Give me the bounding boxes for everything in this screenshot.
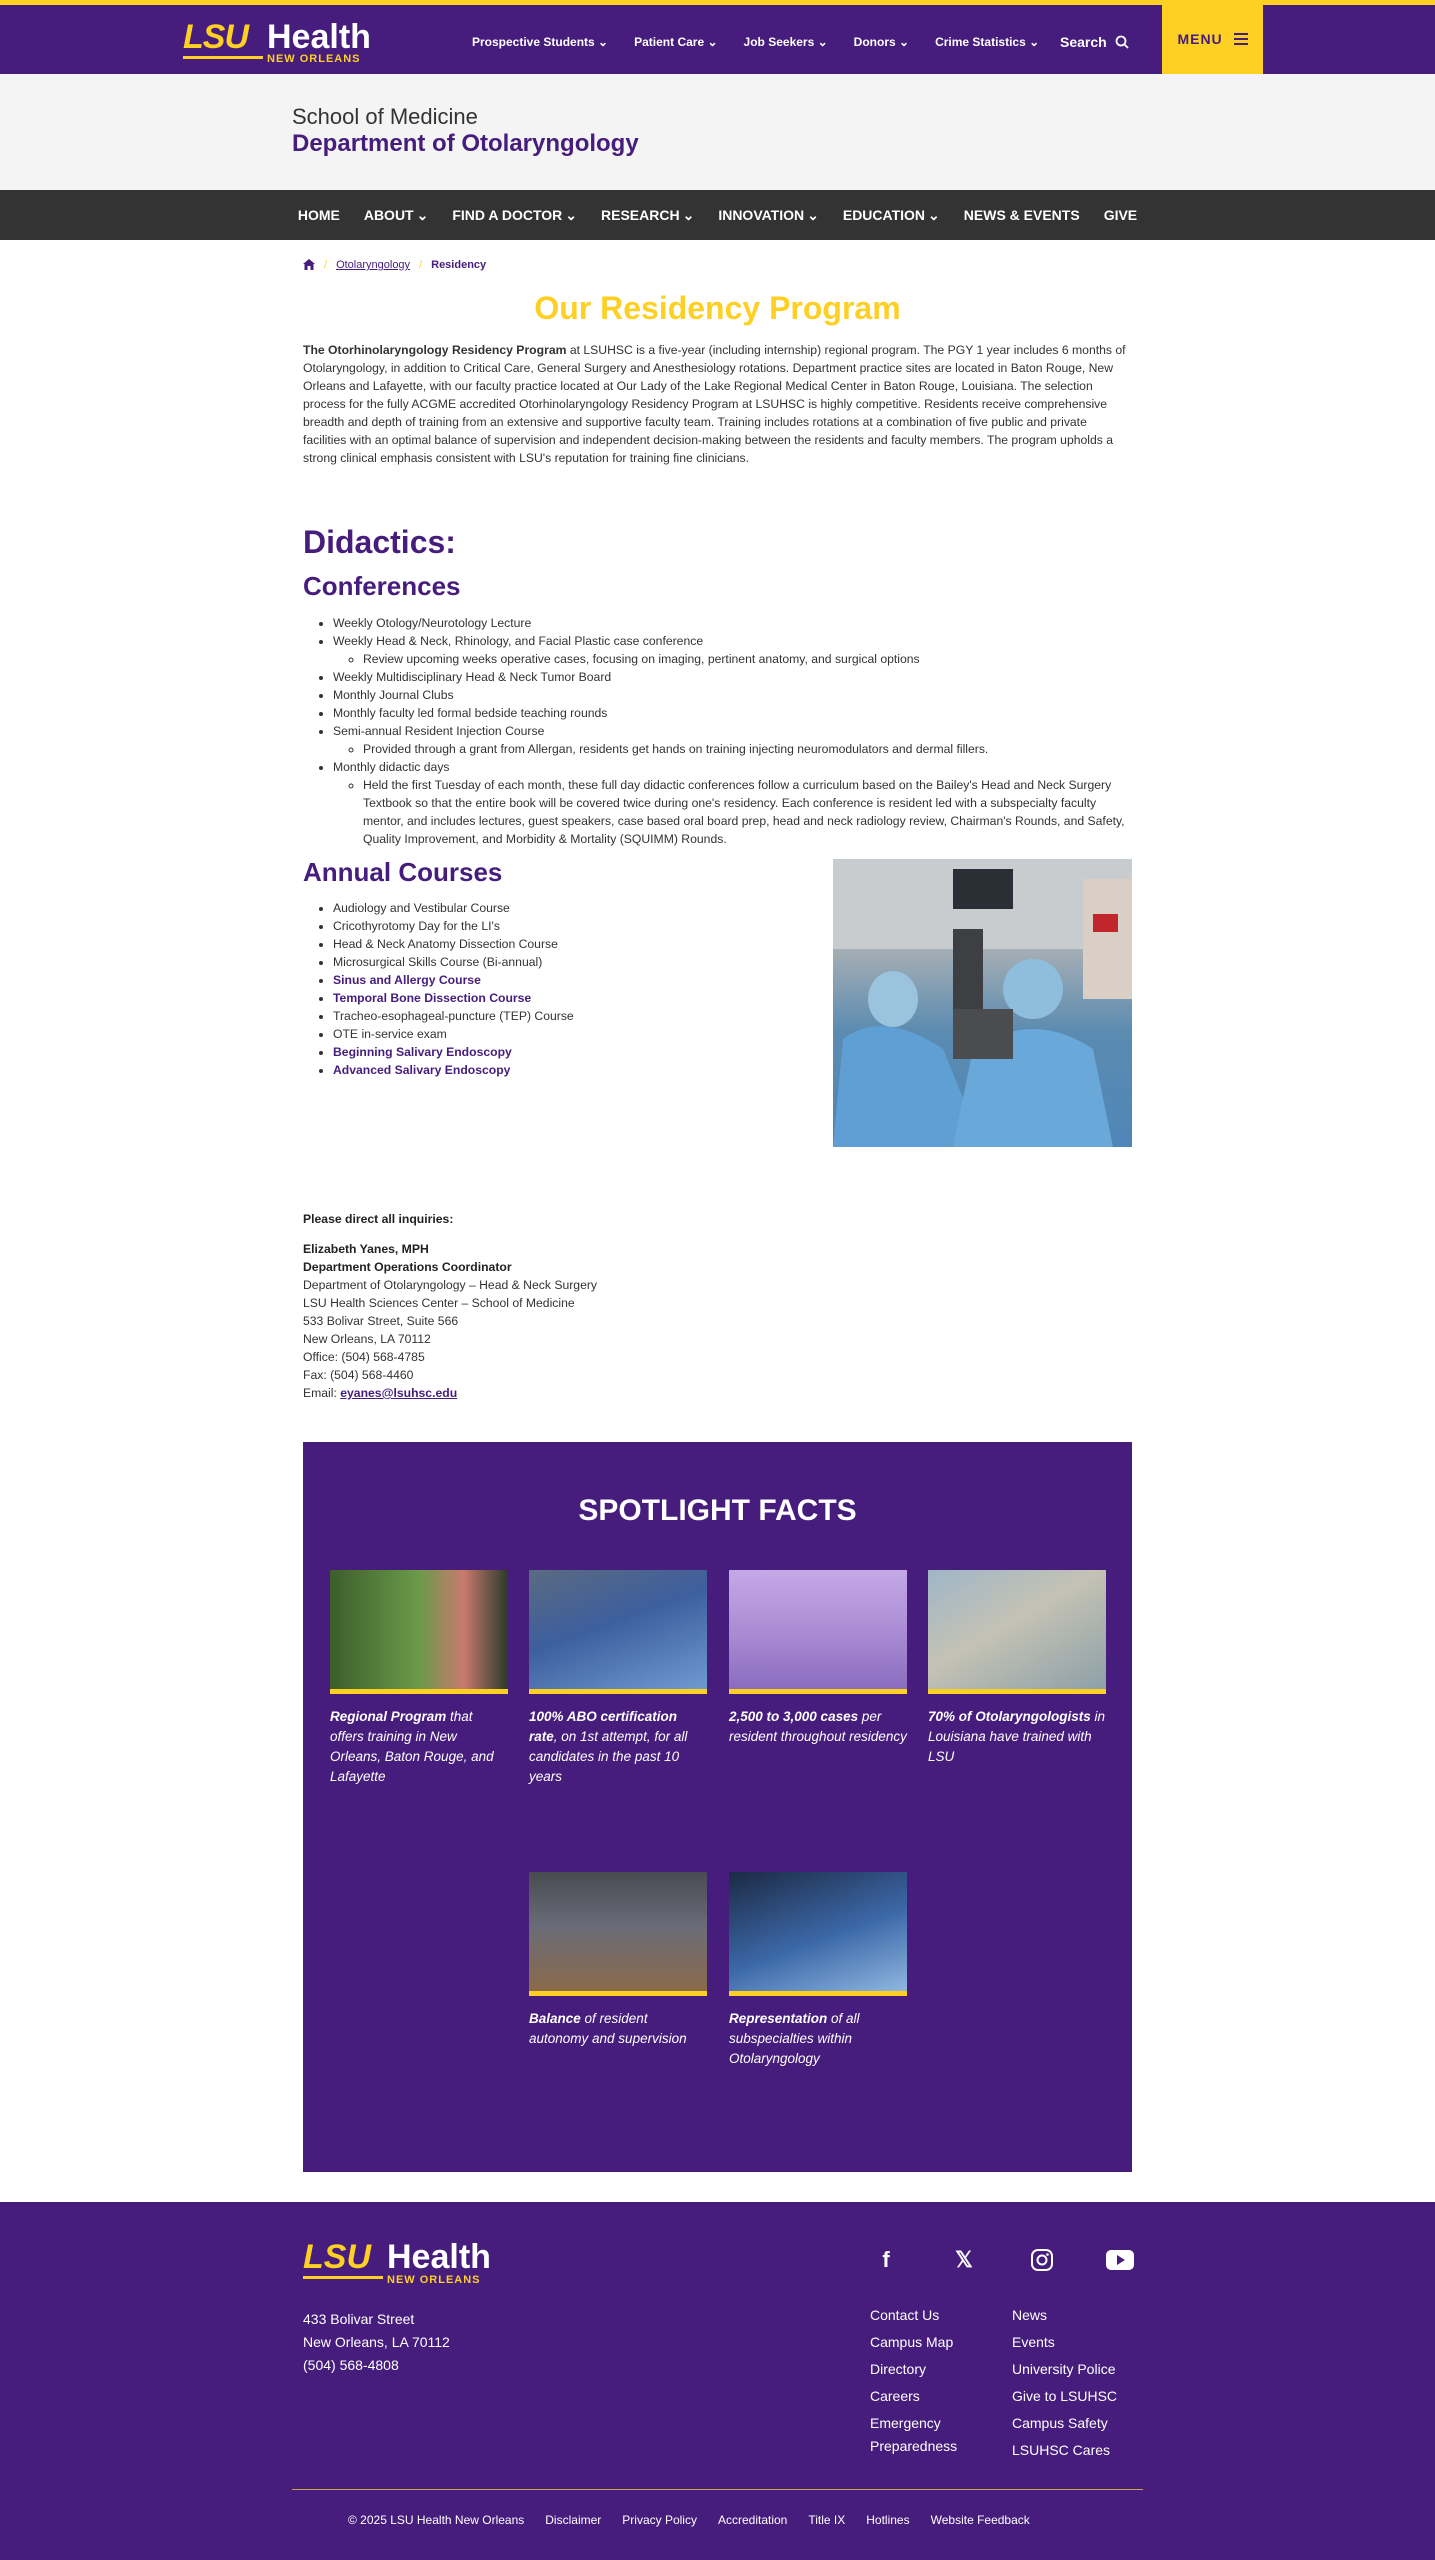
chevron-down-icon: ⌄ [928, 207, 940, 223]
contact-email-row: Email: eyanes@lsuhsc.edu [303, 1386, 458, 1400]
fact-text: Regional Program that offers training in New Orleans, Baton Rouge, and Lafayette [330, 1709, 494, 1784]
list-item: • Cricothyrotomy Day for the LI's [333, 917, 813, 935]
fact-card [330, 1570, 508, 1787]
contact-fax: Fax: (504) 568-4460 [303, 1368, 414, 1382]
footer-link-privacy-policy[interactable]: Privacy Policy [622, 2513, 697, 2527]
lsu-health-logo[interactable] [183, 19, 373, 69]
footer-link-website-feedback[interactable]: Website Feedback [930, 2513, 1030, 2527]
footer-divider [292, 2489, 1143, 2490]
sinus-allergy-link[interactable]: Sinus and Allergy Course [333, 973, 481, 987]
search-label: Search [1060, 34, 1107, 50]
topnav-crime-statistics[interactable]: Crime Statistics ⌄ [935, 35, 1040, 49]
site-footer [0, 2202, 1435, 2560]
contact-name: Elizabeth Yanes, MPH [303, 1242, 429, 1256]
surgery-training-photo [833, 859, 1132, 1147]
menu-label: MENU [1177, 31, 1223, 47]
fact-image-lecture [529, 1872, 707, 1996]
topnav-job-seekers[interactable]: Job Seekers ⌄ [743, 35, 828, 49]
nav-home[interactable]: HOME [297, 207, 340, 223]
list-item: • Monthly faculty led formal bedside teaching rounds [333, 704, 1133, 722]
list-item: ◦ Held the first Tuesday of each month, these full day didactic conferences follow a curriculum based on the Bailey's Head and Neck Surgery Textbook so that the entire book will be covered twice during one's residency. Each conference is resident led with a subspecialty faculty mentor, and includes lectures, guest speakers, case based oral board prep, head and neck radiology review, Chairman's Rounds, and Safety, Quality Improvement, and Morbidity & Mortality (SQUIMM) Rounds. [363, 776, 1133, 848]
advanced-salivary-link[interactable]: Advanced Salivary Endoscopy [333, 1063, 511, 1077]
top-bar [0, 0, 1435, 74]
fact-card [928, 1570, 1106, 1767]
footer-link-emergency-preparedness[interactable]: Emergency Preparedness [870, 2415, 958, 2454]
footer-link-hotlines[interactable]: Hotlines [866, 2513, 910, 2527]
breadcrumb [303, 259, 486, 271]
footer-link-news[interactable]: News [1012, 2307, 1048, 2323]
contact-line: 533 Bolivar Street, Suite 566 [303, 1314, 459, 1328]
fact-card [529, 1872, 707, 2049]
department-nav [0, 190, 1435, 240]
search-icon [1115, 35, 1129, 49]
home-icon[interactable] [303, 259, 315, 270]
breadcrumb-separator: / [419, 259, 423, 271]
list-item: • Weekly Head & Neck, Rhinology, and Facial Plastic case conference ◦ Review upcoming weeks operative cases, focusing on imaging, pertinent anatomy, and surgical options [333, 632, 1133, 668]
chevron-down-icon: ⌄ [1029, 35, 1040, 49]
breadcrumb-current: Residency [431, 259, 487, 271]
logo-lsu: LSU [183, 18, 248, 56]
instagram-icon[interactable] [1024, 2242, 1060, 2278]
department-header [0, 74, 1435, 190]
list-item [333, 1061, 813, 1079]
fact-card [729, 1872, 907, 2069]
footer-link-disclaimer[interactable]: Disclaimer [545, 2513, 602, 2527]
fact-image-endoscopy [330, 1570, 508, 1694]
nav-research[interactable]: RESEARCH ⌄ [601, 207, 695, 223]
conferences-heading: Conferences [303, 571, 461, 601]
footer-link-university-police[interactable]: University Police [1012, 2361, 1116, 2377]
footer-bottom-links [348, 2513, 1030, 2527]
x-icon[interactable]: 𝕏 [955, 2247, 973, 2272]
contact-heading: Please direct all inquiries: [303, 1212, 454, 1226]
fact-text: 70% of Otolaryngologists in Louisiana have trained with LSU [928, 1709, 1106, 1764]
footer-link-careers[interactable]: Careers [870, 2388, 920, 2404]
top-nav [472, 27, 1039, 57]
nav-give[interactable]: GIVE [1103, 207, 1138, 223]
footer-address-line: 433 Bolivar Street [303, 2311, 415, 2327]
spotlight-facts [303, 1442, 1132, 2172]
footer-link-title-ix[interactable]: Title IX [808, 2513, 846, 2527]
conferences-list [333, 614, 1133, 848]
list-item [333, 1043, 813, 1061]
contact-line: New Orleans, LA 70112 [303, 1332, 431, 1346]
fact-text: Representation of all subspecialties within Otolaryngology [729, 2011, 860, 2066]
fact-image-building [729, 1570, 907, 1694]
contact-line: LSU Health Sciences Center – School of Medicine [303, 1296, 575, 1310]
youtube-icon[interactable] [1102, 2242, 1138, 2278]
chevron-down-icon: ⌄ [807, 207, 819, 223]
footer-link-lsuhsc-cares[interactable]: LSUHSC Cares [1012, 2442, 1111, 2458]
footer-link-campus-map[interactable]: Campus Map [870, 2334, 954, 2350]
chevron-down-icon: ⌄ [899, 35, 910, 49]
list-item: • Microsurgical Skills Course (Bi-annual) [333, 953, 813, 971]
logo-health: Health [267, 18, 371, 56]
didactics-heading: Didactics: [303, 524, 456, 560]
fact-image-surgeons [529, 1570, 707, 1694]
annual-courses-heading: Annual Courses [303, 857, 503, 887]
footer-links-col1 [870, 2302, 957, 2458]
nav-education[interactable]: EDUCATION ⌄ [842, 207, 940, 223]
breadcrumb-otolaryngology[interactable]: Otolaryngology [336, 259, 411, 271]
footer-link-directory[interactable]: Directory [870, 2361, 927, 2377]
contact-office: Office: (504) 568-4785 [303, 1350, 425, 1364]
footer-logo[interactable]: LSU Health NEW ORLEANS [303, 2238, 491, 2286]
footer-link-accreditation[interactable]: Accreditation [717, 2513, 788, 2527]
contact-email-link[interactable]: eyanes@lsuhsc.edu [340, 1386, 458, 1400]
topnav-patient-care[interactable]: Patient Care ⌄ [634, 35, 718, 49]
chevron-down-icon: ⌄ [682, 207, 695, 223]
page-title: Our Residency Program [534, 290, 901, 326]
footer-address [303, 2308, 450, 2377]
menu-button[interactable] [1162, 5, 1263, 74]
copyright: © 2025 LSU Health New Orleans [348, 2513, 525, 2527]
contact-role: Department Operations Coordinator [303, 1260, 512, 1274]
footer-link-contact-us[interactable]: Contact Us [870, 2307, 940, 2323]
fact-image-procedure [729, 1872, 907, 1996]
list-item: • Monthly Journal Clubs [333, 686, 1133, 704]
nav-about[interactable]: ABOUT ⌄ [363, 207, 429, 223]
footer-link-events[interactable]: Events [1012, 2334, 1055, 2350]
topnav-donors[interactable]: Donors ⌄ [853, 35, 910, 49]
list-item: • Semi-annual Resident Injection Course ◦ Provided through a grant from Allergan, residents get hands on training injecting neuromodulators and dermal fillers. [333, 722, 1133, 758]
footer-links-col2 [1012, 2302, 1117, 2464]
breadcrumb-separator: / [324, 259, 328, 271]
fact-text: 2,500 to 3,000 cases per resident throughout residency [729, 1709, 907, 1744]
contact-block [303, 1210, 597, 1402]
list-item: • Head & Neck Anatomy Dissection Course [333, 935, 813, 953]
chevron-down-icon: ⌄ [817, 35, 828, 49]
chevron-down-icon: ⌄ [565, 207, 577, 223]
nav-innovation[interactable]: INNOVATION ⌄ [718, 207, 819, 223]
list-item: • Weekly Otology/Neurotology Lecture [333, 614, 1133, 632]
spotlight-heading: SPOTLIGHT FACTS [578, 1494, 857, 1527]
nav-find-a-doctor[interactable]: FIND A DOCTOR ⌄ [452, 207, 577, 223]
fact-card [729, 1570, 907, 1747]
list-item: ◦ Review upcoming weeks operative cases, focusing on imaging, pertinent anatomy, and surgical options [363, 650, 1133, 668]
topnav-prospective-students[interactable]: Prospective Students ⌄ [472, 35, 609, 49]
intro-text: at LSUHSC is a five-year (including internship) regional program. The PGY 1 year includes 6 months of Otolaryngology, in addition to Critical Care, General Surgery and Anesthesiology rotations. Department practice sites are located in Baton Rouge, New Orleans and Lafayette, with our faculty practice located at Our Lady of the Lake Regional Medical Center in Baton Rouge, Louisiana. The selection process for the fully ACGME accredited Otorhinolaryngology Residency Program at LSUHSC is highly competitive. Residents receive comprehensive breadth and depth of training from an extensive and supportive faculty team. Training includes rotations at a combination of five public and private facilities with an optimal balance of supervision and independent decision-making between the residents and faculty members. The program upholds a strong clinical emphasis consistent with LSU's reputation for training fine clinicians. [303, 343, 1126, 465]
footer-link-give[interactable]: Give to LSUHSC [1012, 2388, 1118, 2404]
list-item: • Weekly Multidisciplinary Head & Neck Tumor Board [333, 668, 1133, 686]
fact-text: Balance of resident autonomy and supervision [529, 2011, 687, 2046]
footer-address-line: New Orleans, LA 70112 [303, 2334, 450, 2350]
footer-phone[interactable]: (504) 568-4808 [303, 2357, 399, 2373]
intro-paragraph [303, 341, 1132, 467]
chevron-down-icon: ⌄ [416, 207, 429, 223]
chevron-down-icon: ⌄ [707, 35, 718, 49]
list-item: • Tracheo-esophageal-puncture (TEP) Course [333, 1007, 813, 1025]
hamburger-icon [1234, 33, 1248, 45]
fact-image-operating-room [928, 1570, 1106, 1694]
fact-text: 100% ABO certification rate, on 1st attempt, for all candidates in the past 10 years [529, 1709, 688, 1784]
contact-line: Department of Otolaryngology – Head & Neck Surgery [303, 1278, 597, 1292]
facebook-icon[interactable]: f [882, 2247, 890, 2272]
list-item: • Audiology and Vestibular Course [333, 899, 813, 917]
temporal-bone-link[interactable]: Temporal Bone Dissection Course [333, 991, 532, 1005]
logo-city: NEW ORLEANS [267, 53, 361, 65]
chevron-down-icon: ⌄ [598, 35, 609, 49]
logo-underline [183, 56, 263, 59]
beginning-salivary-link[interactable]: Beginning Salivary Endoscopy [333, 1045, 512, 1059]
list-item: • OTE in-service exam [333, 1025, 813, 1043]
list-item [333, 971, 813, 989]
department-name[interactable]: Department of Otolaryngology [292, 130, 639, 157]
school-name[interactable]: School of Medicine [292, 104, 478, 129]
intro-lead: The Otorhinolaryngology Residency Program [303, 343, 567, 357]
annual-courses-list [333, 899, 813, 1079]
fact-card [529, 1570, 707, 1787]
list-item: • Monthly didactic days ◦ Held the first Tuesday of each month, these full day didactic conferences follow a curriculum based on the Bailey's Head and Neck Surgery Textbook so that the entire book will be covered twice during one's residency. Each conference is resident led with a subspecialty faculty mentor, and includes lectures, guest speakers, case based oral board prep, head and neck radiology review, Chairman's Rounds, and Safety, Quality Improvement, and Morbidity & Mortality (SQUIMM) Rounds. [333, 758, 1133, 848]
social-links [868, 2242, 1138, 2278]
search-button[interactable] [1060, 27, 1129, 57]
list-item [333, 989, 813, 1007]
list-item: ◦ Provided through a grant from Allergan, residents get hands on training injecting neuromodulators and dermal fillers. [363, 740, 1133, 758]
nav-news-events[interactable]: NEWS & EVENTS [963, 207, 1080, 223]
footer-link-campus-safety[interactable]: Campus Safety [1012, 2415, 1108, 2431]
